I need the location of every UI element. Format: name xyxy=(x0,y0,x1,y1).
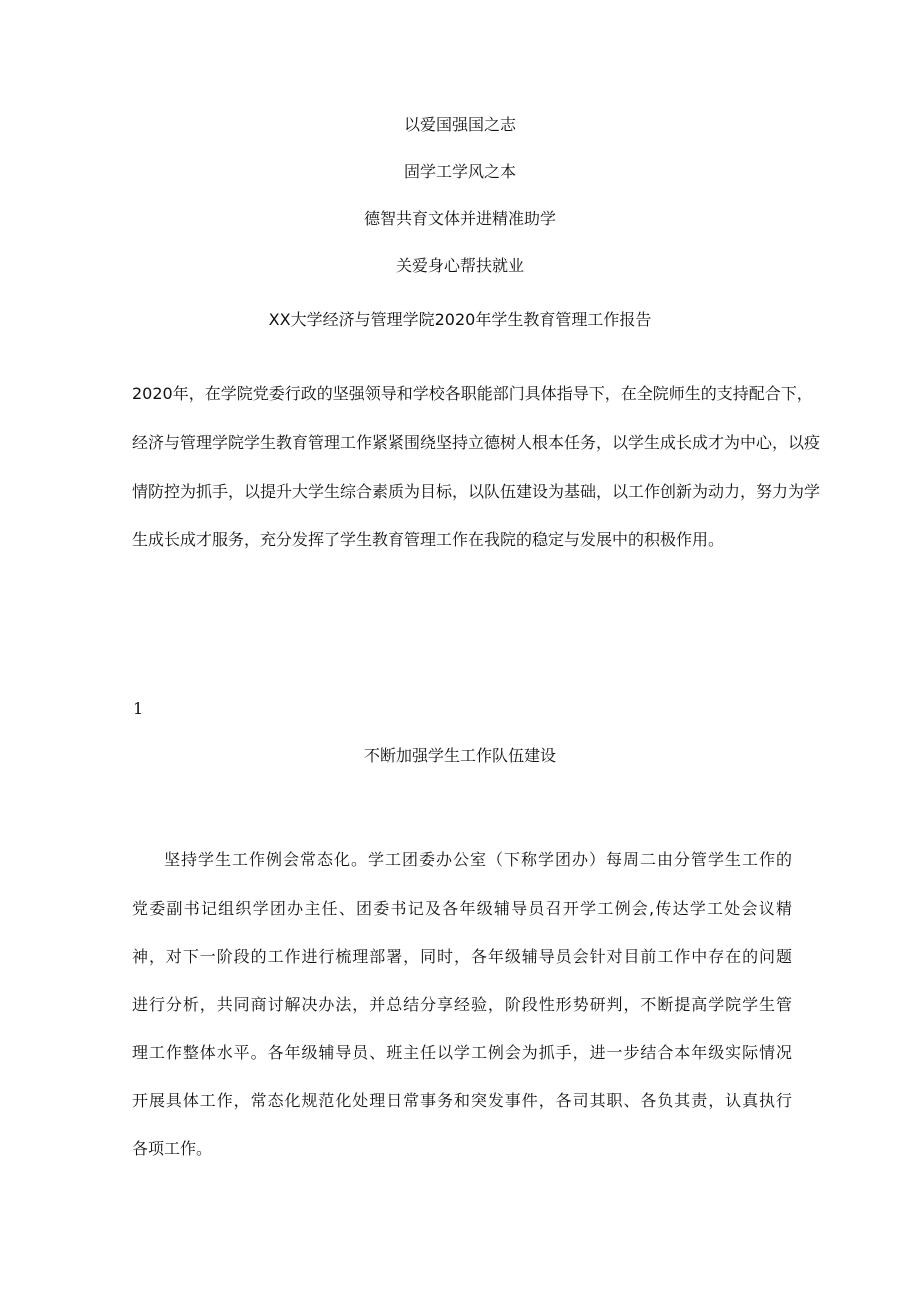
section-line: 坚持学生工作例会常态化。学工团委办公室（下称学团办）每周二由分管学生工作的 xyxy=(164,850,792,869)
section-line: 各项工作。 xyxy=(132,1139,213,1158)
section-heading: 不断加强学生工作队伍建设 xyxy=(363,746,556,765)
section-line: 神，对下一阶段的工作进行梳理部署，同时，各年级辅导员会针对目前工作中存在的问题 xyxy=(132,947,792,966)
title-line-1: 以爱国强国之志 xyxy=(403,115,516,134)
section-line: 党委副书记组织学团办主任、团委书记及各年级辅导员召开学工例会,传达学工处会议精 xyxy=(132,899,792,918)
report-title: XX大学经济与管理学院2020年学生教育管理工作报告 xyxy=(268,310,652,329)
section-line: 进行分析，共同商讨解决办法，并总结分享经验，阶段性形势研判，不断提高学院学生管 xyxy=(132,995,792,1014)
title-line-2: 固学工学风之本 xyxy=(403,162,516,181)
section-line: 开展具体工作，常态化规范化处理日常事务和突发事件，各司其职、各负其责，认真执行 xyxy=(132,1091,792,1110)
title-line-3: 德智共育文体并进精准助学 xyxy=(363,209,556,228)
section-number: 1 xyxy=(133,699,144,718)
intro-line: 经济与管理学院学生教育管理工作紧紧围绕坚持立德树人根本任务，以学生成长成才为中心，以疫 xyxy=(132,433,821,452)
intro-line: 生成长成才服务，充分发挥了学生教育管理工作在我院的稳定与发展中的积极作用。 xyxy=(132,530,725,549)
title-line-4: 关爱身心帮扶就业 xyxy=(395,256,524,275)
intro-line: 情防控为抓手，以提升大学生综合素质为目标，以队伍建设为基础，以工作创新为动力，努力为学 xyxy=(132,482,821,501)
section-line: 理工作整体水平。各年级辅导员、班主任以学工例会为抓手，进一步结合本年级实际情况 xyxy=(132,1043,792,1062)
intro-line: 2020年，在学院党委行政的坚强领导和学校各职能部门具体指导下，在全院师生的支持配合下， xyxy=(132,384,813,403)
